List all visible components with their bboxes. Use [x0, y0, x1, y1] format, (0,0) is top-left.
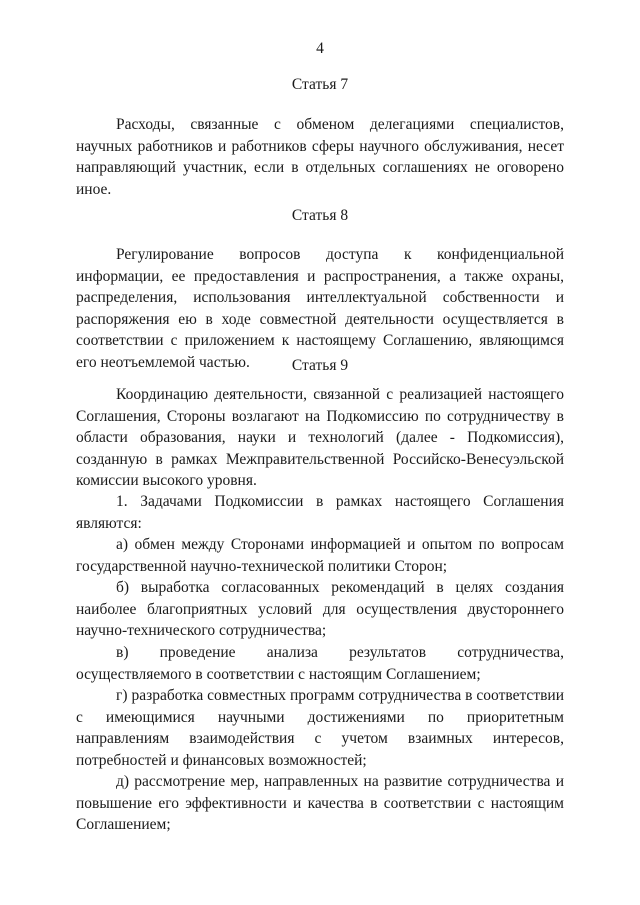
article-9-item-a: а) обмен между Сторонами информацией и опытом по вопросам государственной научно-технической политики Сторон;	[76, 536, 564, 575]
article-9-heading: Статья 9	[291, 357, 349, 374]
page-number: 4	[316, 40, 324, 57]
article-7-text: Расходы, связанные с обменом делегациями специалистов, научных работников и работников сферы научного обслуживания, несет направляющий участник, если в отдельных соглашениях не оговорено иное.	[76, 116, 564, 198]
article-8-heading: Статья 8	[291, 207, 349, 224]
article-9-item-1: 1. Задачами Подкомиссии в рамках настоящего Соглашения являются:	[76, 493, 564, 532]
article-9-item-b: б) выработка согласованных рекомендаций в целях создания наиболее благоприятных условий для осуществления двустороннего научно-технического сотрудничества;	[76, 579, 564, 639]
article-7-heading: Статья 7	[291, 76, 349, 93]
article-8-text: Регулирование вопросов доступа к конфиденциальной информации, ее предоставления и распространения, а также охраны, распределения, использования интеллектуальной собственности и распоряжения ею в ходе совместной деятельности осуществляется в соответствии с приложением к настоящему Соглашению, являющимся его неотъемлемой частью.	[76, 246, 564, 371]
article-9-item-g: г) разработка совместных программ сотрудничества в соответствии с имеющимися научными достижениями по приоритетным направлениям взаимодействия с учетом взаимных интересов, потребностей и финансовых возможностей;	[76, 687, 564, 769]
article-9-item-v: в) проведение анализа результатов сотрудничества, осуществляемого в соответствии с настоящим Соглашением;	[76, 644, 564, 683]
article-9-intro: Координацию деятельности, связанной с реализацией настоящего Соглашения, Стороны возлагают на Подкомиссию по сотрудничеству в области образования, науки и технологий (далее - Подкомиссия), созданную в рамках Межправительственной Российско-Венесуэльской комиссии высокого уровня.	[76, 386, 564, 489]
article-9-item-d: д) рассмотрение мер, направленных на развитие сотрудничества и повышение его эффективности и качества в соответствии с настоящим Соглашением;	[76, 773, 564, 833]
